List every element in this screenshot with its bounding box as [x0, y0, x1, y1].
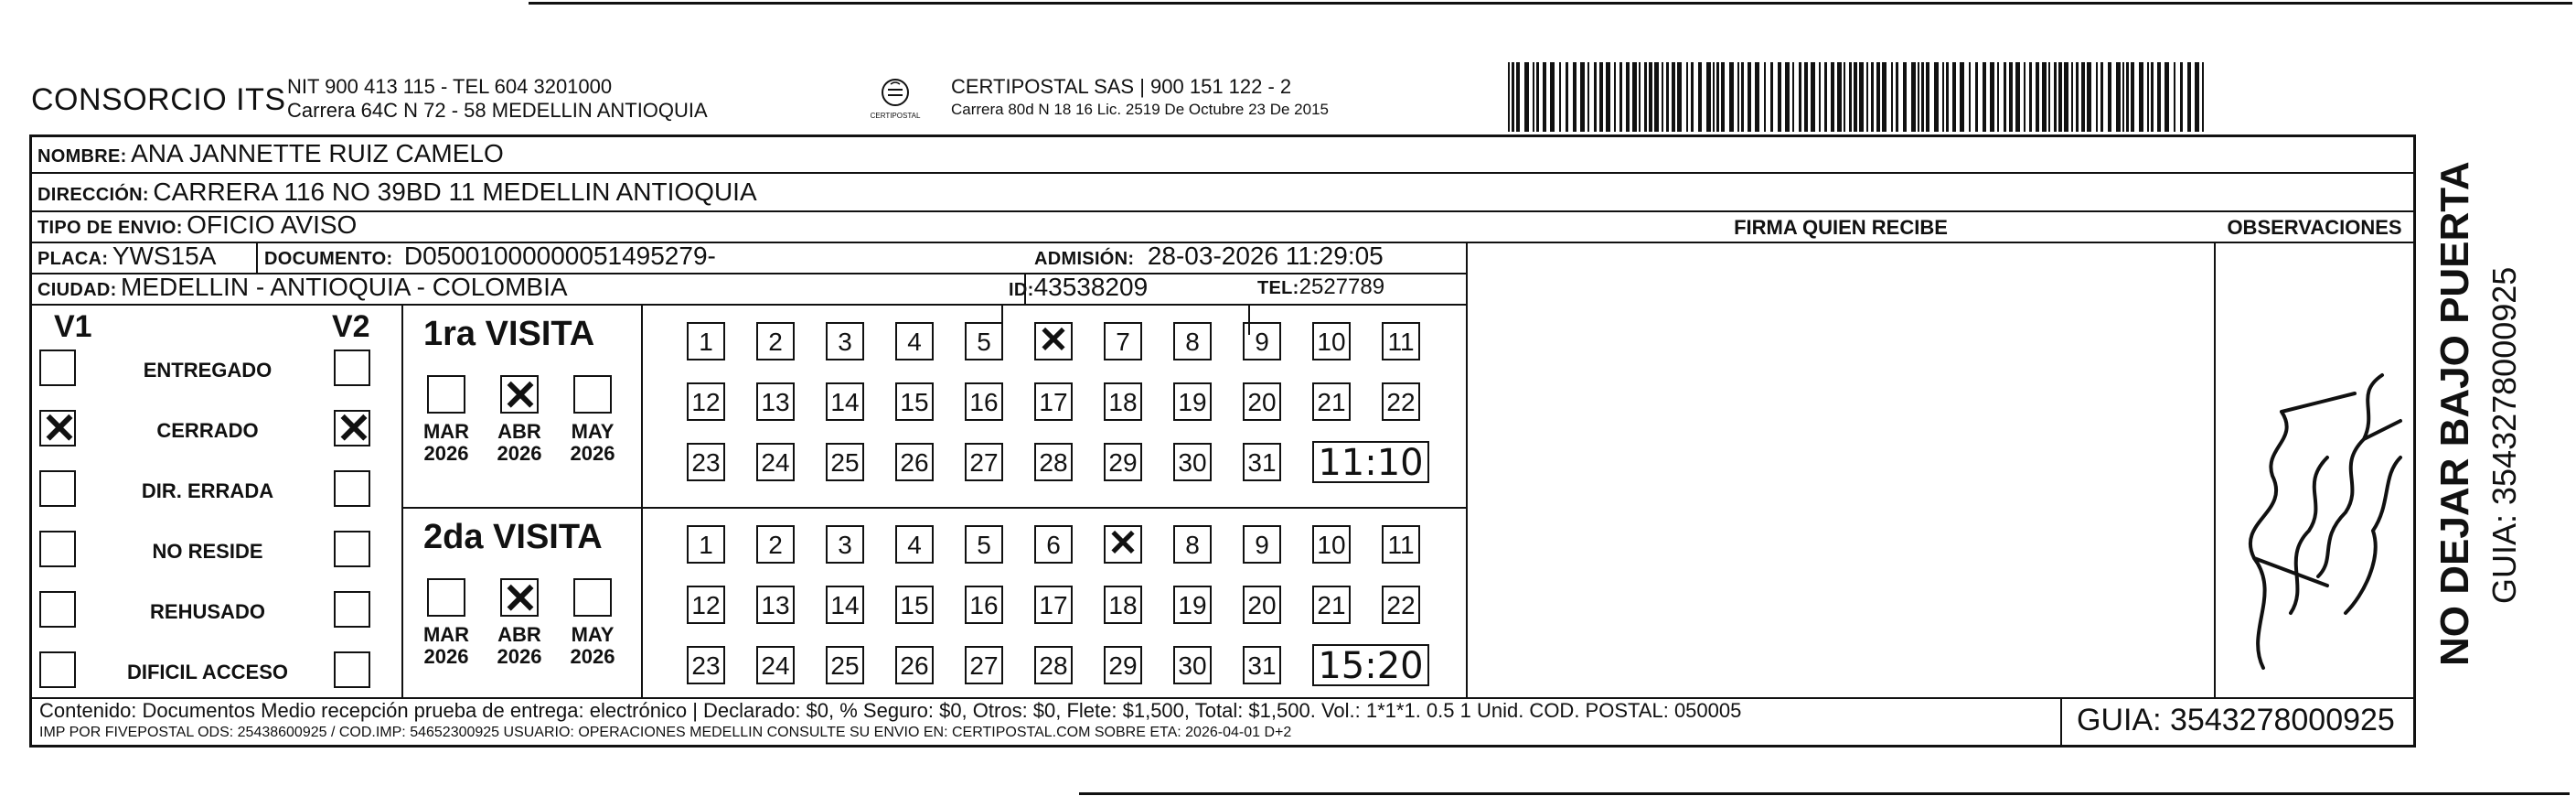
v2-label: V2: [332, 309, 370, 344]
barcode-bar: [2131, 62, 2134, 132]
v1-checkbox[interactable]: [39, 470, 76, 507]
barcode-bar: [1831, 62, 1834, 132]
month-year: 2026: [497, 442, 542, 465]
barcode-bar: [1566, 62, 1568, 132]
barcode-bar: [1960, 62, 1964, 132]
v1-checkbox[interactable]: [39, 651, 76, 688]
v1-label: V1: [54, 309, 92, 344]
barcode-bar: [1990, 62, 1994, 132]
v2-checkbox[interactable]: [334, 591, 370, 628]
barcode-bar: [1764, 62, 1766, 132]
check-mark-icon: ✕: [502, 575, 539, 622]
day-box[interactable]: 15: [895, 586, 934, 624]
barcode-bar: [1997, 62, 1999, 132]
tel-label: TEL:: [1257, 278, 1299, 298]
day-box[interactable]: 17: [1034, 382, 1073, 421]
direccion-row: [37, 177, 757, 207]
barcode-bar: [2122, 62, 2124, 132]
direccion-label: DIRECCIÓN:: [37, 185, 149, 205]
admision-value: 28-03-2026 11:29:05: [1147, 242, 1384, 270]
ciudad-label: CIUDAD:: [37, 280, 117, 300]
status-label: NO RESIDE: [152, 540, 263, 563]
row-divider: [1024, 304, 1466, 306]
barcode-bar: [2147, 62, 2149, 132]
day-box[interactable]: 21: [1312, 586, 1351, 624]
carrier-info: [951, 75, 1329, 121]
barcode-bar: [2157, 62, 2161, 132]
month-year: 2026: [423, 442, 469, 465]
month-label: [414, 624, 478, 668]
month-checkbox[interactable]: [573, 578, 612, 617]
month-checkbox[interactable]: [427, 578, 465, 617]
footer-imp: IMP POR FIVEPOSTAL ODS: 25438600925 / COD.IMP: 54652300925 USUARIO: OPERACIONES MEDELLIN CONSULTE SU ENVIO EN: CERTIPOSTAL.COM SOBRE ETA: 2026-04-01 D+2: [39, 725, 1292, 740]
month-label: [561, 421, 625, 465]
month-label: [487, 421, 551, 465]
company-address: Carrera 64C N 72 - 58 MEDELLIN ANTIOQUIA: [287, 99, 708, 122]
barcode-bar: [1844, 62, 1845, 132]
carrier-name: CERTIPOSTAL SAS | 900 151 122 - 2: [951, 75, 1292, 98]
day-box[interactable]: 10: [1312, 322, 1351, 360]
handwritten-signature: [2227, 284, 2410, 686]
barcode-bar: [1672, 62, 1675, 132]
visit-divider: [401, 507, 1466, 509]
month-name: ABR: [497, 623, 541, 646]
month-checkbox[interactable]: [500, 575, 539, 622]
day-box[interactable]: 26: [895, 443, 934, 481]
col-divider: [1466, 242, 1468, 697]
col-divider: [641, 304, 643, 697]
barcode-bar: [1713, 62, 1715, 132]
nombre-label: NOMBRE:: [37, 146, 127, 167]
month-checkbox[interactable]: [500, 371, 539, 419]
day-box[interactable]: [1104, 525, 1142, 564]
day-box[interactable]: 12: [687, 382, 725, 421]
month-name: ABR: [497, 420, 541, 443]
month-year: 2026: [570, 442, 615, 465]
barcode-bar: [1606, 62, 1610, 132]
month-name: MAY: [571, 623, 615, 646]
day-box[interactable]: 11: [1382, 322, 1420, 360]
barcode-bar: [1550, 62, 1555, 132]
day-box[interactable]: 4: [895, 525, 934, 564]
footer-guia: GUIA: 3543278000925: [2077, 703, 2395, 737]
barcode-bar: [1741, 62, 1744, 132]
barcode-bar: [1792, 62, 1794, 132]
day-box[interactable]: 31: [1243, 646, 1281, 684]
day-box[interactable]: 17: [1034, 586, 1073, 624]
barcode-bar: [1891, 62, 1893, 132]
certipostal-logo-icon: [859, 77, 932, 130]
nit-line: NIT 900 413 115 - TEL 604 3201000: [287, 75, 613, 98]
day-box[interactable]: 1: [687, 322, 725, 360]
check-mark-icon: ✕: [502, 371, 539, 419]
documento-cell: [264, 242, 716, 271]
day-box[interactable]: 7: [1104, 322, 1142, 360]
day-box[interactable]: 1: [687, 525, 725, 564]
barcode-bar: [1942, 62, 1944, 132]
barcode-bar: [1866, 62, 1868, 132]
day-box[interactable]: 16: [965, 382, 1003, 421]
day-box[interactable]: 2: [756, 322, 795, 360]
barcode-bar: [2096, 62, 2098, 132]
visit-title: 2da VISITA: [423, 518, 603, 556]
day-box[interactable]: 13: [756, 586, 795, 624]
barcode-bar: [1811, 62, 1815, 132]
barcode-bar: [1654, 62, 1659, 132]
barcode-bar: [1946, 62, 1949, 132]
barcode-bar: [2081, 62, 2085, 132]
firma-header: FIRMA QUIEN RECIBE: [1734, 216, 1948, 239]
barcode-bar: [1748, 62, 1751, 132]
month-label: [561, 624, 625, 668]
barcode-bar: [1614, 62, 1616, 132]
documento-value: D05001000000051495279-: [403, 242, 716, 270]
side-guia-number: GUIA: 3543278000925: [2485, 266, 2523, 604]
bottom-border-line: [1079, 792, 2570, 795]
barcode-bar: [1975, 62, 1978, 132]
barcode-bar: [1918, 62, 1919, 132]
check-mark-icon: ✕: [1038, 320, 1069, 360]
barcode-bar: [1819, 62, 1821, 132]
barcode-bar: [1677, 62, 1682, 132]
footer-contenido: Contenido: Documentos Medio recepción prueba de entrega: electrónico | Declarado: $0, % Seguro: $0, Otros: $0, Flete: $1,500, Total: $1,500. Vol.: 1*1*1. 0.5 1 Unid. COD. POSTAL: 050005: [39, 699, 1742, 722]
status-label: CERRADO: [156, 419, 259, 442]
status-label: REHUSADO: [150, 600, 265, 623]
day-box[interactable]: 8: [1173, 322, 1212, 360]
v1-checkbox[interactable]: [39, 531, 76, 567]
barcode-bar: [1778, 62, 1781, 132]
col-divider: [2214, 242, 2216, 697]
barcode-bar: [1508, 62, 1510, 132]
barcode-bar: [2100, 62, 2103, 132]
barcode-bar: [1662, 62, 1663, 132]
header: [31, 75, 1522, 132]
barcode-bar: [1587, 62, 1589, 132]
day-box[interactable]: 26: [895, 646, 934, 684]
check-mark-icon: ✕: [336, 404, 372, 452]
visit-time[interactable]: 11:10: [1312, 441, 1429, 483]
barcode-bar: [1859, 62, 1864, 132]
day-box[interactable]: 22: [1382, 382, 1420, 421]
barcode-bar: [1573, 62, 1577, 132]
day-box[interactable]: 31: [1243, 443, 1281, 481]
col-divider: [256, 242, 258, 273]
day-box[interactable]: 21: [1312, 382, 1351, 421]
barcode-bar: [2004, 62, 2006, 132]
status-label: DIR. ERRADA: [141, 479, 274, 502]
day-box[interactable]: 3: [826, 322, 864, 360]
day-box[interactable]: 18: [1104, 382, 1142, 421]
brand-name: CONSORCIO ITS: [31, 82, 286, 117]
visit-title: 1ra VISITA: [423, 315, 595, 353]
day-box[interactable]: 6: [1034, 525, 1073, 564]
barcode-bar: [2054, 62, 2057, 132]
barcode-bar: [1649, 62, 1652, 132]
day-box[interactable]: 3: [826, 525, 864, 564]
day-box[interactable]: 22: [1382, 586, 1420, 624]
barcode-bar: [1969, 62, 1971, 132]
barcode-bar: [1755, 62, 1759, 132]
placa-row: [37, 242, 216, 271]
day-box[interactable]: 19: [1173, 586, 1212, 624]
barcode-bar: [1882, 62, 1887, 132]
barcode-bar: [1644, 62, 1647, 132]
barcode-bar: [1876, 62, 1880, 132]
barcode-bar: [2009, 62, 2013, 132]
barcode-bar: [2058, 62, 2062, 132]
observaciones-header: OBSERVACIONES: [2227, 216, 2402, 239]
day-box[interactable]: 14: [826, 586, 864, 624]
ciudad-value: MEDELLIN - ANTIOQUIA - COLOMBIA: [121, 273, 568, 301]
day-box[interactable]: 9: [1243, 525, 1281, 564]
barcode-bar: [1903, 62, 1907, 132]
day-box[interactable]: 24: [756, 443, 795, 481]
row-divider: [32, 210, 2413, 212]
barcode-bar: [1849, 62, 1852, 132]
day-box[interactable]: 24: [756, 646, 795, 684]
barcode-bar: [1512, 62, 1514, 132]
barcode-bar: [1536, 62, 1539, 132]
v2-checkbox[interactable]: [334, 651, 370, 688]
day-box[interactable]: 27: [965, 646, 1003, 684]
barcode-bar: [2195, 62, 2199, 132]
barcode-bar: [1543, 62, 1546, 132]
barcode-bar: [2174, 62, 2175, 132]
month-label: [414, 421, 478, 465]
day-box[interactable]: 28: [1034, 443, 1073, 481]
day-box[interactable]: 4: [895, 322, 934, 360]
check-mark-icon: ✕: [41, 404, 78, 452]
status-label: ENTREGADO: [143, 359, 273, 382]
direccion-value: CARRERA 116 NO 39BD 11 MEDELLIN ANTIOQUIA: [153, 177, 757, 206]
barcode-bar: [1580, 62, 1585, 132]
barcode-bar: [2139, 62, 2143, 132]
barcode-bar: [1524, 62, 1529, 132]
barcode-bar: [1921, 62, 1924, 132]
nombre-value: ANA JANNETTE RUIZ CAMELO: [131, 139, 504, 167]
side-guia: [2484, 165, 2528, 695]
barcode-bar: [1926, 62, 1929, 132]
barcode-bar: [1770, 62, 1773, 132]
tipo-envio-row: [37, 210, 357, 240]
v1-checkbox[interactable]: [39, 404, 78, 452]
barcode-bar: [1533, 62, 1534, 132]
day-box[interactable]: 27: [965, 443, 1003, 481]
day-box[interactable]: 5: [965, 525, 1003, 564]
barcode-bar: [2015, 62, 2020, 132]
status-label: DIFICIL ACCESO: [126, 661, 288, 683]
barcode-bar: [1594, 62, 1597, 132]
barcode-bar: [1934, 62, 1939, 132]
barcode-bar: [2071, 62, 2073, 132]
barcode-bar: [1691, 62, 1694, 132]
logo-emblem-icon: [880, 77, 911, 108]
barcode-bar: [2087, 62, 2091, 132]
visit-time[interactable]: 15:20: [1312, 644, 1429, 686]
barcode-bar: [1599, 62, 1603, 132]
day-box[interactable]: 15: [895, 382, 934, 421]
side-warning: [2432, 161, 2484, 695]
day-box[interactable]: [1034, 322, 1073, 360]
barcode-bar: [2164, 62, 2169, 132]
v1-checkbox[interactable]: [39, 350, 76, 386]
col-divider: [2060, 697, 2062, 745]
barcode-bar: [2151, 62, 2154, 132]
barcode-bar: [1666, 62, 1669, 132]
barcode-bar: [1896, 62, 1898, 132]
day-box[interactable]: 29: [1104, 646, 1142, 684]
day-box[interactable]: 14: [826, 382, 864, 421]
barcode-bar: [1626, 62, 1630, 132]
barcode-bar: [2076, 62, 2079, 132]
month-name: MAY: [571, 420, 615, 443]
day-box[interactable]: 19: [1173, 382, 1212, 421]
barcode-bar: [1686, 62, 1688, 132]
v2-checkbox[interactable]: [334, 470, 370, 507]
tipo-envio-value: OFICIO AVISO: [187, 210, 358, 239]
delivery-form: [29, 134, 2416, 748]
barcode-bar: [1871, 62, 1874, 132]
barcode-bar: [1716, 62, 1719, 132]
day-box[interactable]: 2: [756, 525, 795, 564]
day-box[interactable]: 25: [826, 443, 864, 481]
day-box[interactable]: 11: [1382, 525, 1420, 564]
barcode-bar: [1639, 62, 1641, 132]
barcode-bar: [1952, 62, 1956, 132]
day-box[interactable]: 29: [1104, 443, 1142, 481]
barcode-bar: [2029, 62, 2032, 132]
barcode-bar: [2042, 62, 2047, 132]
month-name: MAR: [422, 623, 470, 646]
barcode-bar: [2036, 62, 2039, 132]
month-year: 2026: [497, 645, 542, 668]
month-checkbox[interactable]: [573, 375, 612, 414]
day-box[interactable]: 16: [965, 586, 1003, 624]
day-box[interactable]: 23: [687, 646, 725, 684]
barcode-bar: [2064, 62, 2068, 132]
day-box[interactable]: 20: [1243, 382, 1281, 421]
day-box[interactable]: 23: [687, 443, 725, 481]
logo-text: CERTIPOSTAL: [870, 112, 921, 120]
col-divider: [401, 304, 403, 697]
barcode-bar: [1619, 62, 1622, 132]
day-box[interactable]: 8: [1173, 525, 1212, 564]
barcode-bar: [1804, 62, 1808, 132]
day-box[interactable]: 10: [1312, 525, 1351, 564]
month-year: 2026: [570, 645, 615, 668]
barcode-bar: [1737, 62, 1739, 132]
barcode-bar: [1837, 62, 1842, 132]
nombre-row: [37, 139, 504, 168]
row-divider: [32, 172, 2413, 174]
barcode-bar: [2180, 62, 2183, 132]
day-box[interactable]: 13: [756, 382, 795, 421]
barcode-bar: [2048, 62, 2050, 132]
tipo-envio-label: TIPO DE ENVIO:: [37, 218, 183, 238]
barcode-bar: [1824, 62, 1827, 132]
tel-value: 2527789: [1299, 274, 1385, 299]
barcode-bar: [1706, 62, 1711, 132]
v2-checkbox[interactable]: [334, 404, 372, 452]
day-box[interactable]: 20: [1243, 586, 1281, 624]
id-value: 43538209: [1033, 273, 1149, 301]
day-box[interactable]: 12: [687, 586, 725, 624]
barcode-bar: [1983, 62, 1986, 132]
top-border-line: [529, 2, 2572, 5]
id-label: ID:: [1009, 280, 1034, 300]
barcode-bar: [2024, 62, 2026, 132]
barcode-bar: [2187, 62, 2191, 132]
no-dejar-bajo-puerta: NO DEJAR BAJO PUERTA: [2432, 161, 2477, 666]
barcode-bar: [1632, 62, 1637, 132]
barcode-bar: [2126, 62, 2129, 132]
v1-checkbox[interactable]: [39, 591, 76, 628]
month-name: MAR: [422, 420, 470, 443]
month-year: 2026: [423, 645, 469, 668]
company-info: [287, 75, 708, 123]
documento-label: DOCUMENTO:: [264, 249, 393, 269]
barcode-bar: [1721, 62, 1725, 132]
barcode-bar: [1799, 62, 1801, 132]
day-box[interactable]: 30: [1173, 646, 1212, 684]
barcode-bar: [2108, 62, 2111, 132]
day-box[interactable]: 5: [965, 322, 1003, 360]
tel-cell: [1257, 274, 1384, 300]
barcode-bar: [2116, 62, 2121, 132]
day-box[interactable]: 25: [826, 646, 864, 684]
check-mark-icon: ✕: [1107, 523, 1138, 564]
barcode-bar: [1785, 62, 1790, 132]
barcode-bar: [1698, 62, 1702, 132]
barcode-bar: [1854, 62, 1857, 132]
barcode-bar: [1911, 62, 1916, 132]
v2-checkbox[interactable]: [334, 350, 370, 386]
placa-value: YWS15A: [112, 242, 217, 270]
month-checkbox[interactable]: [427, 375, 465, 414]
carrier-address: Carrera 80d N 18 16 Lic. 2519 De Octubre 23 De 2015: [951, 101, 1329, 118]
admision-label: ADMISIÓN:: [1034, 249, 1135, 269]
day-box[interactable]: 30: [1173, 443, 1212, 481]
barcode-bar: [1559, 62, 1561, 132]
month-label: [487, 624, 551, 668]
barcode-icon: [1504, 62, 2208, 132]
v2-checkbox[interactable]: [334, 531, 370, 567]
admision-cell: [1034, 242, 1384, 271]
barcode-bar: [1729, 62, 1734, 132]
barcode-bar: [2202, 62, 2204, 132]
id-cell: [1009, 273, 1148, 302]
day-box[interactable]: 18: [1104, 586, 1142, 624]
day-box[interactable]: 28: [1034, 646, 1073, 684]
placa-label: PLACA:: [37, 249, 109, 269]
ciudad-row: [37, 273, 568, 302]
day-box[interactable]: 9: [1243, 322, 1281, 360]
barcode-bar: [1516, 62, 1520, 132]
